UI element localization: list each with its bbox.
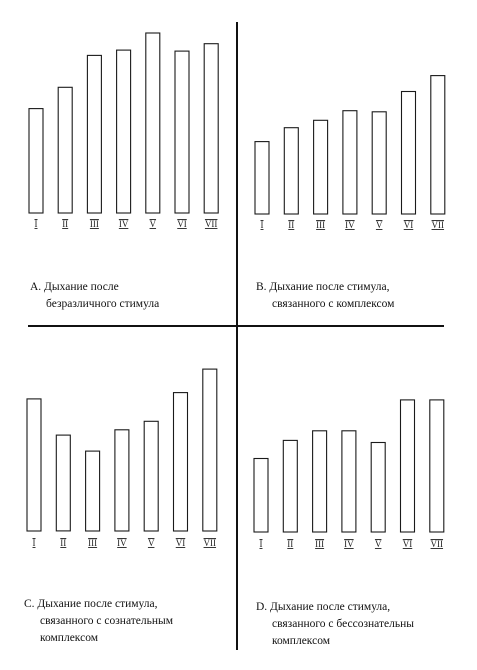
tick-label-c-vii: VII xyxy=(203,538,217,548)
bar-a-iii xyxy=(87,55,101,213)
tick-label-a-i: I xyxy=(34,219,38,229)
bar-c-ii xyxy=(56,435,70,531)
bar-c-i xyxy=(27,399,41,531)
bar-c-vii xyxy=(203,369,217,531)
bar-c-vi xyxy=(174,393,188,531)
panel-a xyxy=(29,33,218,229)
bar-a-i xyxy=(29,109,43,213)
bar-b-iii xyxy=(314,120,328,214)
panel-c xyxy=(27,369,217,548)
bar-a-iv xyxy=(117,50,131,213)
tick-label-b-iv: IV xyxy=(345,220,355,230)
bar-c-v xyxy=(144,421,158,531)
caption-a-line-2: безразличного стимула xyxy=(46,298,160,310)
tick-label-c-iii: III xyxy=(88,538,98,548)
tick-label-d-i: I xyxy=(259,539,263,549)
bar-d-vi xyxy=(401,400,415,532)
tick-label-b-vi: VI xyxy=(403,220,414,230)
bar-b-vii xyxy=(431,76,445,214)
caption-b-line-2: связанного с комплексом xyxy=(272,298,395,310)
tick-label-b-v: V xyxy=(375,220,383,230)
caption-b-line-1: В. Дыхание после стимула, xyxy=(256,281,390,293)
panel-b xyxy=(255,76,445,230)
caption-c xyxy=(24,596,173,647)
tick-label-d-ii: II xyxy=(287,539,294,549)
tick-label-d-vii: VII xyxy=(430,539,444,549)
caption-c-line-1: С. Дыхание после стимула, xyxy=(24,598,158,610)
bar-a-vi xyxy=(175,51,189,213)
tick-label-d-vi: VI xyxy=(402,539,413,549)
bar-b-ii xyxy=(284,128,298,214)
tick-label-b-iii: III xyxy=(316,220,326,230)
tick-label-a-ii: II xyxy=(62,219,69,229)
tick-label-d-iii: III xyxy=(315,539,325,549)
tick-label-b-ii: II xyxy=(288,220,295,230)
tick-label-a-vii: VII xyxy=(204,219,218,229)
tick-label-a-v: V xyxy=(149,219,157,229)
caption-c-line-3: комплексом xyxy=(40,632,99,644)
bar-d-ii xyxy=(283,440,297,532)
bar-a-ii xyxy=(58,87,72,213)
bar-b-iv xyxy=(343,111,357,214)
bar-d-i xyxy=(254,459,268,533)
caption-d-line-1: D. Дыхание после стимула, xyxy=(256,601,391,613)
bar-b-i xyxy=(255,142,269,214)
tick-label-d-v: V xyxy=(374,539,382,549)
tick-label-b-vii: VII xyxy=(431,220,445,230)
bar-d-iv xyxy=(342,431,356,532)
bar-c-iv xyxy=(115,430,129,531)
caption-b xyxy=(256,279,394,313)
bar-d-iii xyxy=(313,431,327,532)
bar-d-vii xyxy=(430,400,444,532)
bar-a-v xyxy=(146,33,160,213)
panel-d xyxy=(254,400,444,549)
bar-b-v xyxy=(372,112,386,214)
tick-label-c-v: V xyxy=(147,538,155,548)
tick-label-d-iv: IV xyxy=(344,539,354,549)
tick-label-c-iv: IV xyxy=(117,538,127,548)
caption-d xyxy=(256,599,414,650)
caption-d-line-3: комплексом xyxy=(272,635,331,647)
caption-a-line-1: А. Дыхание после xyxy=(30,281,119,293)
tick-label-c-vi: VI xyxy=(175,538,186,548)
tick-label-a-vi: VI xyxy=(177,219,187,229)
tick-label-b-i: I xyxy=(260,220,264,230)
tick-label-c-ii: II xyxy=(60,538,67,548)
caption-a xyxy=(30,279,159,313)
bar-c-iii xyxy=(86,451,100,531)
tick-label-c-i: I xyxy=(32,538,36,548)
bar-a-vii xyxy=(204,44,218,213)
tick-label-a-iv: IV xyxy=(118,219,129,229)
caption-d-line-2: связанного с бессознательны xyxy=(272,618,414,630)
caption-c-line-2: связанного с сознательным xyxy=(40,615,174,627)
tick-label-a-iii: III xyxy=(89,219,99,229)
bar-d-v xyxy=(371,443,385,533)
bar-b-vi xyxy=(402,92,416,215)
